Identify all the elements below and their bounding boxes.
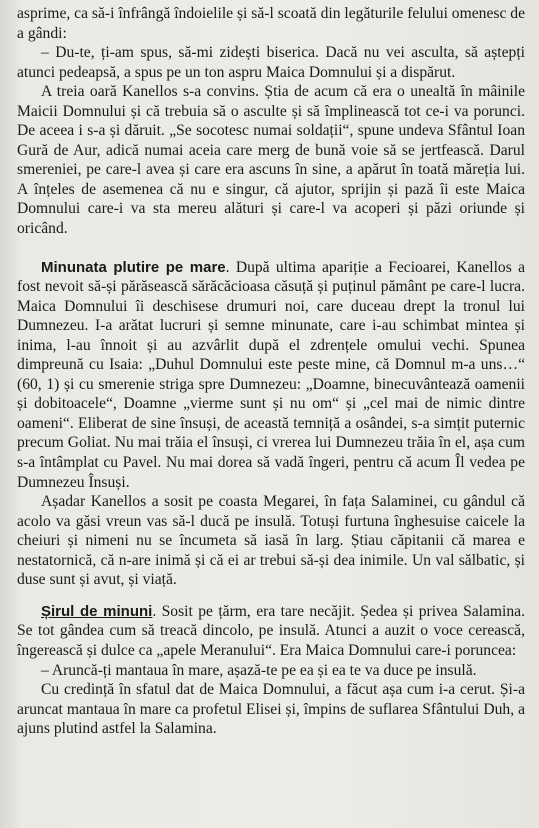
- paragraph-text: . După ultima apariție a Fecioarei, Kanellos a fost nevoit să-și părăsească sărăcăcioasa căsuță și puținul pământ pe care-l lucra. Maica Domnului îi deschisese drumuri noi, care duceau drept la tronul lui Dumnezeu. I-a arătat lucruri și semne minunate, care i-au schimbat mintea și inima, l-au înnoit și au azvârlit după el zdrențele omului vechi. Spunea dimpreună cu Isaia: „Duhul Domnului este peste mine, că Domnul m-a uns…“ (60, 1) și cu smerenie striga spre Dumnezeu: „Doamne, binecuvântează oamenii și dobitoacele“, Doamne „vierme sunt și nu om“ și „cel mai de nimic dintre oameni“. Eliberat de sine însuși, de această temniță a osândei, s-a simțit puternic precum Goliat. Nu mai trăia el însuși, ci vrerea lui Dumnezeu trăia în el, așa cum s-a întâmplat cu Pavel. Nu mai dorea să vadă îngeri, pentru că acum Îl vedea pe Dumnezeu Însuși.: [17, 258, 525, 491]
- paragraph: [17, 680, 525, 739]
- paragraph-text: A treia oară Kanellos s-a convins. Știa de acum că era o unealtă în mâinile Maicii Domnului și că trebuia să o asculte și să împlinească tot ce-i va porunci. De aceea i s-a și dăruit. „Se socotesc numai soldații“, spune undeva Sfântul Ioan Gură de Aur, adică numai aceia care merg de bună voie să se jertfească. Darul smereniei, pe care-l avea și care era ascuns în sine, a apărut în toată măreția lui. A înțeles de asemenea că nu e singur, că ajutor, sprijin și pază îi este Maica Domnului care-i va sta mereu alături și care-l va acoperi și păzi oriunde și oricând.: [17, 83, 525, 238]
- paragraph-text: – Du-te, ți-am spus, să-mi zidești biserica. Dacă nu vei asculta, să aștepți atunci pedeapsă, a spus pe un ton aspru Maica Domnului și a dispărut.: [17, 44, 525, 81]
- section-title: Minunata plutire pe mare: [41, 258, 226, 276]
- paragraph-text: asprime, ca să-i înfrângă îndoielile și să-l scoată din legăturile felului omenesc de a gândi:: [17, 5, 525, 42]
- paragraph: [17, 602, 525, 661]
- paragraph: [17, 258, 525, 493]
- paragraph: [17, 661, 525, 681]
- paragraph-text: – Aruncă-ți mantaua în mare, așază-te pe ea și ea te va duce pe insulă.: [41, 661, 477, 679]
- paragraph: [17, 4, 525, 43]
- paragraph: [17, 82, 525, 238]
- section-title: Șirul de minuni: [41, 602, 153, 620]
- page-text: [17, 4, 525, 739]
- paragraph-text: . Sosit pe țărm, era tare necăjit. Ședea și privea Salamina. Se tot gândea cum să treacă dincolo, pe insulă. Atunci a auzit o voce cerească, îngerească și dulce ca „apele Meranului“. Era Maica Domnului care-i poruncea:: [17, 602, 525, 659]
- paragraph-text: Așadar Kanellos a sosit pe coasta Megarei, în fața Salaminei, cu gândul că acolo va găsi vreun vas să-l ducă pe insulă. Totuși furtuna înghesuise caicele la cheiuri și nimeni nu se încumeta să iasă în larg. Știau căpitanii că marea e nestatornică, că n-are inimă și că ei ar trebui să-și dea inimile. Un val sălbatic, și duse sunt și avut, și viață.: [17, 493, 525, 589]
- paragraph-text: Cu credință în sfatul dat de Maica Domnului, a făcut așa cum i-a cerut. Și-a aruncat mantaua în mare ca profetul Elisei și, împins de suflarea Sfântului Duh, a ajuns plutind astfel la Salamina.: [17, 681, 525, 738]
- paragraph: [17, 43, 525, 82]
- paragraph: [17, 492, 525, 590]
